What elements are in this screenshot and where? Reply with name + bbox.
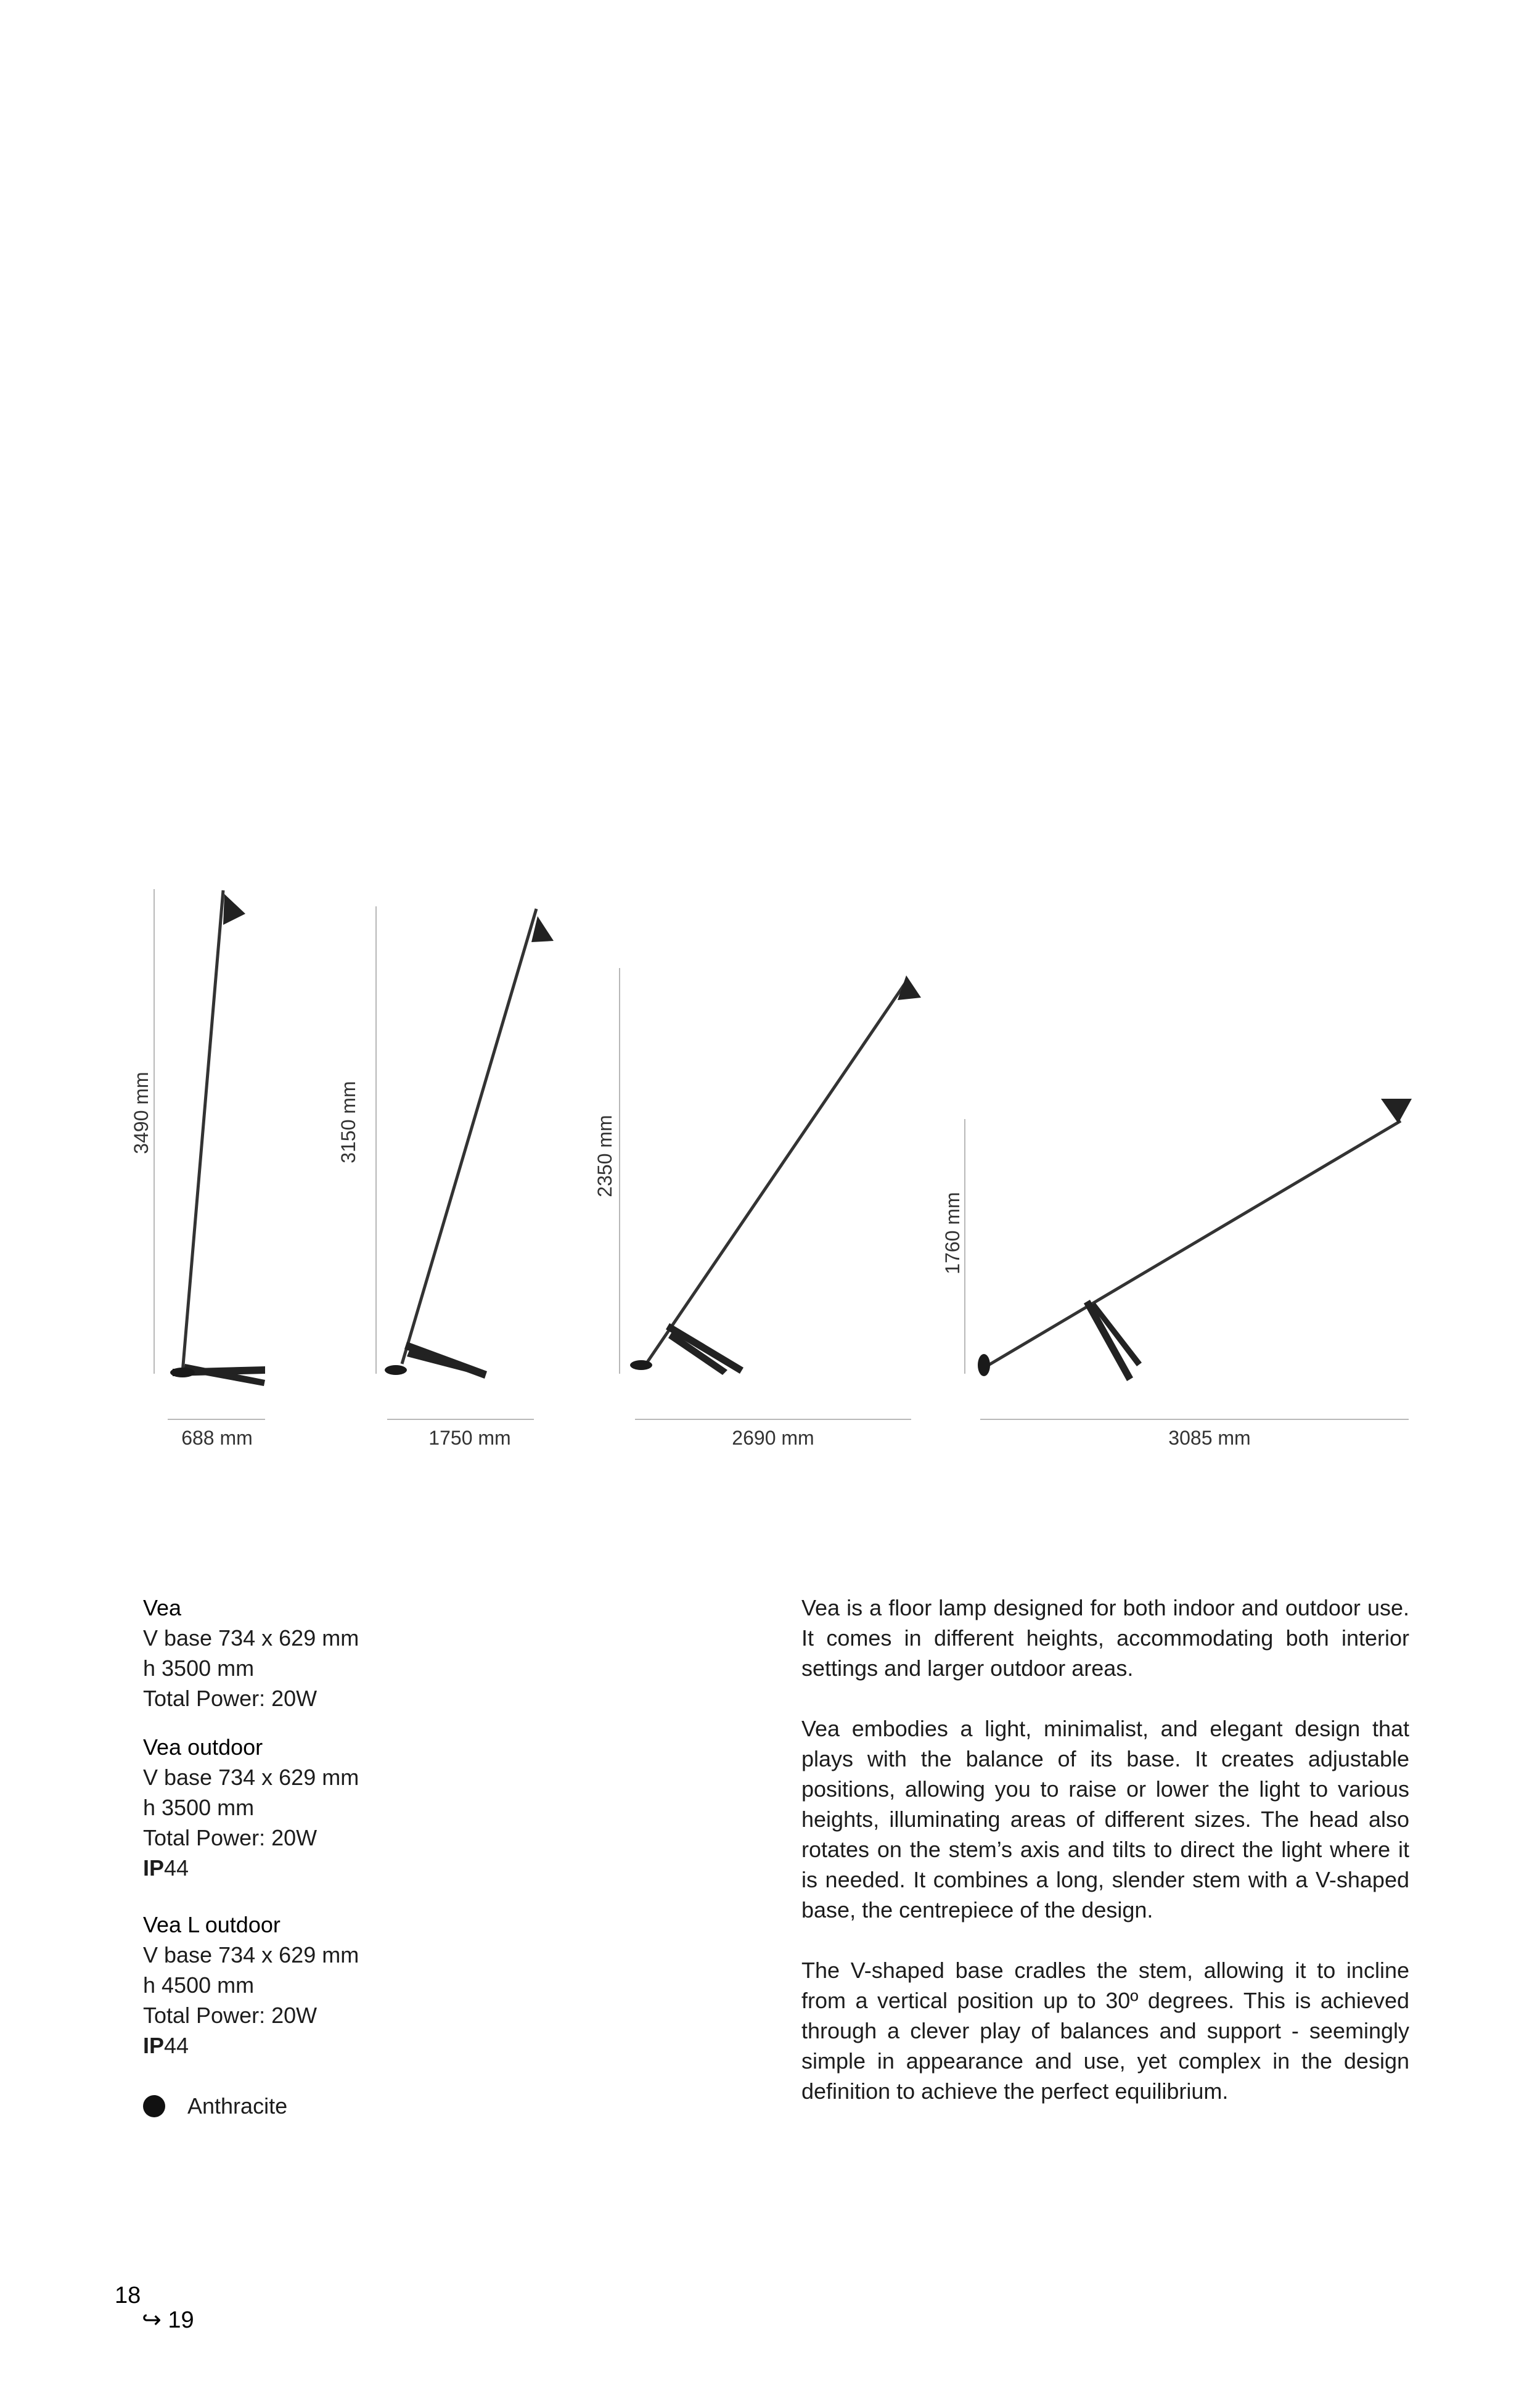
width-label: 2690 mm bbox=[732, 1427, 814, 1449]
next-page-link[interactable] bbox=[142, 2306, 194, 2334]
product-height: h 4500 mm bbox=[143, 1972, 255, 1998]
width-label: 1750 mm bbox=[428, 1427, 511, 1449]
ip-value: 44 bbox=[164, 2033, 189, 2058]
finish-option bbox=[143, 2094, 287, 2119]
product-power: Total Power: 20W bbox=[143, 1686, 317, 1711]
width-label: 688 mm bbox=[181, 1427, 253, 1449]
ip-prefix: IP bbox=[143, 1855, 165, 1881]
product-name: Vea bbox=[143, 1595, 182, 1620]
product-base: V base 734 x 629 mm bbox=[143, 1765, 359, 1790]
product-spec-vea-l-outdoor bbox=[143, 1910, 513, 2061]
color-swatch-anthracite bbox=[143, 2095, 165, 2117]
description-paragraph-2: Vea embodies a light, minimalist, and elegant design that plays with the balance of its base. It creates adjustable positions, allowing you to raise or lower the light to various heights, illuminating areas of different sizes. The head also rotates on the stem’s axis and tilts to direct the light where it is needed. It combines a long, slender stem with a V-shaped base, the centrepiece of the design. bbox=[801, 1716, 1409, 1922]
page-number-current: 18 bbox=[115, 2283, 141, 2308]
product-base: V base 734 x 629 mm bbox=[143, 1625, 359, 1651]
page-number-next: 19 bbox=[168, 2307, 194, 2333]
arrow-icon: ↪ bbox=[142, 2307, 162, 2333]
product-spec-vea bbox=[143, 1593, 513, 1713]
lamp-silhouette bbox=[630, 975, 921, 1375]
height-label: 2350 mm bbox=[594, 1115, 616, 1197]
product-name: Vea L outdoor bbox=[143, 1912, 281, 1937]
height-label: 3490 mm bbox=[130, 1072, 152, 1154]
product-base: V base 734 x 629 mm bbox=[143, 1942, 359, 1967]
product-power: Total Power: 20W bbox=[143, 2003, 317, 2028]
lamp-figure-1 bbox=[130, 889, 265, 1449]
lamp-silhouette bbox=[170, 890, 265, 1386]
product-height: h 3500 mm bbox=[143, 1655, 255, 1681]
product-power: Total Power: 20W bbox=[143, 1825, 317, 1850]
ip-prefix: IP bbox=[143, 2033, 165, 2058]
product-ip-rating bbox=[143, 1853, 513, 1883]
width-label: 3085 mm bbox=[1168, 1427, 1251, 1449]
height-label: 3150 mm bbox=[337, 1081, 359, 1163]
lamp-figure-3 bbox=[594, 968, 921, 1449]
lamp-figure-2 bbox=[337, 906, 554, 1449]
product-spec-vea-outdoor bbox=[143, 1732, 513, 1883]
height-label: 1760 mm bbox=[941, 1192, 964, 1274]
product-height: h 3500 mm bbox=[143, 1795, 255, 1820]
product-ip-rating bbox=[143, 2030, 513, 2061]
description-paragraph-1: Vea is a floor lamp designed for both indoor and outdoor use. It comes in different heights, accommodating both interior settings and larger outdoor areas. bbox=[801, 1595, 1409, 1681]
lamp-silhouette bbox=[385, 909, 554, 1379]
description-paragraph-3: The V-shaped base cradles the stem, allowing it to incline from a vertical position up to 30º degrees. This is achieved through a clever play of balances and support - seemingly simple in appearance and use, yet complex in the design definition to achieve the perfect equilibrium. bbox=[801, 1958, 1409, 2104]
finish-label: Anthracite bbox=[187, 2093, 288, 2119]
lamp-figure-4 bbox=[941, 1099, 1412, 1449]
ip-value: 44 bbox=[164, 1855, 189, 1881]
product-name: Vea outdoor bbox=[143, 1734, 263, 1760]
lamp-silhouette bbox=[978, 1099, 1412, 1381]
